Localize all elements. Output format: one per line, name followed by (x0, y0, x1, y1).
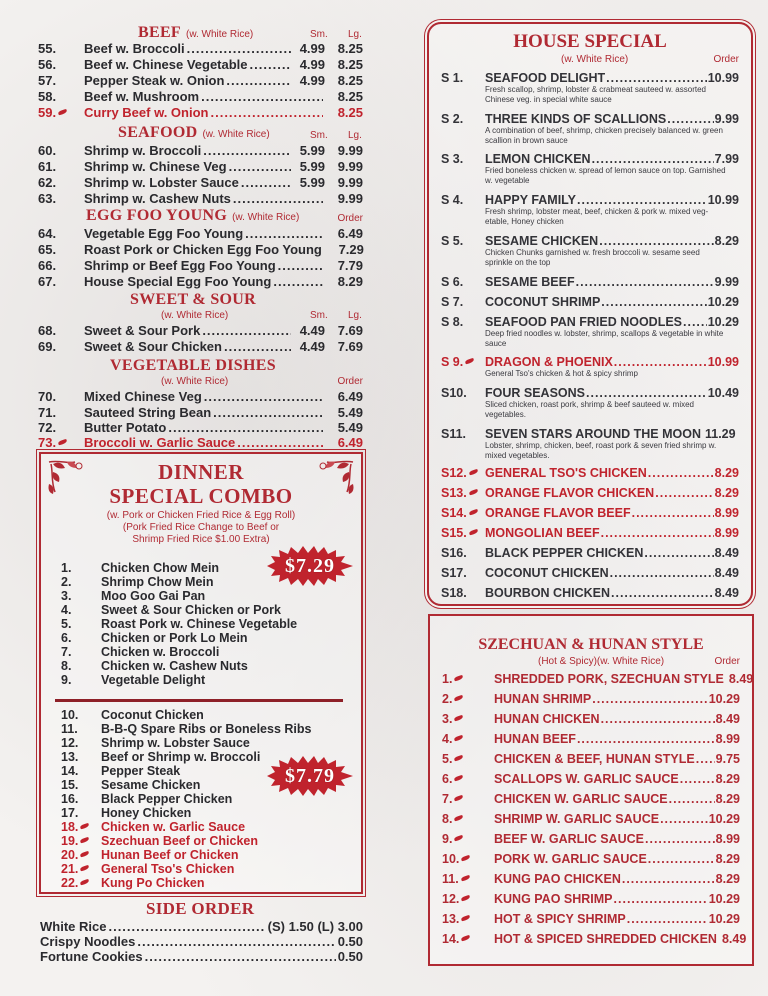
vegetable-col-order: Order (337, 376, 363, 387)
house-item-spicy: S 9. DRAGON & PHOENIX ..... 10.99 (441, 355, 739, 369)
item-description: Chicken Chunks garnished w. fresh broccoli w. sesame seed sprinkle on the top (485, 248, 700, 267)
combo-item-spicy: 18. Chicken w. Garlic Sauce (61, 820, 246, 834)
combo-item: 9. Vegetable Delight (61, 673, 206, 687)
combo-item: 17. Honey Chicken (61, 806, 192, 820)
szechuan-item: 9. BEEF W. GARLIC SAUCE ..... 8.99 (442, 832, 740, 846)
item-description: General Tso's chicken & hot & spicy shrimp (485, 369, 638, 378)
menu-item: 68. Sweet & Sour Pork ..... 4.49 7.69 (38, 323, 363, 338)
item-description: Sliced chicken, roast pork, shrimp & beef sauteed w. mixed vegetables. (485, 400, 694, 419)
house-item: S 1. SEAFOOD DELIGHT ..... 10.99 (441, 71, 739, 85)
combo-item: 16. Black Pepper Chicken (61, 792, 233, 806)
side-item: White Rice ..... (S) 1.50 (L) 3.00 (40, 919, 363, 934)
szechuan-hunan-col-order: Order (714, 656, 740, 667)
item-description: Fresh shrimp, lobster meat, beef, chicken & pork w. mixed veg-etable, Honey chicken (485, 207, 709, 226)
combo-item: 12. Shrimp w. Lobster Sauce (61, 736, 250, 750)
menu-item: 72. Butter Potato ..... 5.49 (38, 420, 363, 435)
menu-item: 66. Shrimp or Beef Egg Foo Young ..... 7.79 (38, 258, 363, 273)
szechuan-item: 12. KUNG PAO SHRIMP ..... 10.29 (442, 892, 740, 906)
vegetable-section-title (110, 357, 276, 375)
combo-item: 8. Chicken w. Cashew Nuts (61, 659, 248, 673)
beef-col-sm: Sm. (310, 29, 328, 40)
house-item-spicy: S15. MONGOLIAN BEEF ..... 8.99 (441, 526, 739, 540)
szechuan-item: 7. CHICKEN W. GARLIC SAUCE ..... 8.29 (442, 792, 740, 806)
szechuan-item: 8. SHRIMP W. GARLIC SAUCE ..... 10.29 (442, 812, 740, 826)
hot-pepper-icon (461, 915, 471, 922)
menu-item: 55. Beef w. Broccoli ..... 4.99 8.25 (38, 41, 363, 56)
combo-item: 14. Pepper Steak (61, 764, 181, 778)
combo-item: 1. Chicken Chow Mein (61, 561, 220, 575)
hot-pepper-icon (454, 755, 464, 762)
side-order-title: SIDE ORDER (146, 899, 255, 918)
house-item: S 5. SESAME CHICKEN ..... 8.29 (441, 234, 739, 248)
house-item: S11. SEVEN STARS AROUND THE MOON 11.29 (441, 427, 736, 441)
egg-foo-young-title: EGG FOO YOUNG (86, 207, 228, 224)
szechuan-item: 13. HOT & SPICY SHRIMP ..... 10.29 (442, 912, 740, 926)
combo-title-line1: DINNER (158, 460, 244, 484)
vegetable-title: VEGETABLE DISHES (110, 357, 276, 374)
item-description: Fried boneless chicken w. spread of lemon sauce on top. Garnished w. vegetable (485, 166, 726, 185)
side-item: Crispy Noodles ..... 0.50 (40, 934, 363, 949)
menu-item: 69. Sweet & Sour Chicken ..... 4.49 7.69 (38, 339, 363, 354)
menu-item-spicy: 59. Curry Beef w. Onion ..... 8.25 (38, 105, 363, 120)
menu-item: 71. Sauteed String Bean ..... 5.49 (38, 405, 363, 420)
item-description: Fresh scallop, shrimp, lobster & crabmeat sauteed w. assorted Chinese veg. in special white sauce (485, 85, 706, 104)
item-description: Deep fried noodles w. lobster, shrimp, scallops & vegetable in white sauce (485, 329, 724, 348)
szechuan-item: 5. CHICKEN & BEEF, HUNAN STYLE ..... 9.75 (442, 752, 740, 766)
szechuan-item: 4. HUNAN BEEF ..... 8.99 (442, 732, 740, 746)
combo-item: 11. B-B-Q Spare Ribs or Boneless Ribs (61, 722, 312, 736)
seafood-col-sm: Sm. (310, 130, 328, 141)
menu-item: 58. Beef w. Mushroom ..... 8.25 (38, 89, 363, 104)
egg-foo-young-section-title (86, 207, 299, 225)
szechuan-hunan-subtitle: (Hot & Spicy)(w. White Rice) (538, 656, 665, 667)
combo-divider (55, 699, 343, 702)
seafood-section-title (118, 124, 270, 142)
menu-item: 70. Mixed Chinese Veg ..... 6.49 (38, 389, 363, 404)
combo-item: 4. Sweet & Sour Chicken or Pork (61, 603, 281, 617)
seafood-subtitle: (w. White Rice) (202, 129, 270, 140)
combo-item-spicy: 21. General Tso's Chicken (61, 862, 235, 876)
menu-item: 57. Pepper Steak w. Onion ..... 4.99 8.25 (38, 73, 363, 88)
hot-pepper-icon (454, 735, 464, 742)
szechuan-item: 3. HUNAN CHICKEN ..... 8.49 (442, 712, 740, 726)
sweet-sour-col-sm: Sm. (310, 310, 328, 321)
hot-pepper-icon (460, 875, 470, 882)
combo-item-spicy: 20. Hunan Beef or Chicken (61, 848, 239, 862)
hot-pepper-icon (80, 823, 90, 830)
menu-item: 62. Shrimp w. Lobster Sauce ..... 5.99 9.99 (38, 175, 363, 190)
combo-item: 10. Coconut Chicken (61, 708, 204, 722)
house-item: S16. BLACK PEPPER CHICKEN ..... 8.49 (441, 546, 739, 560)
szechuan-item: 2. HUNAN SHRIMP ..... 10.29 (442, 692, 740, 706)
house-item-spicy: S13. ORANGE FLAVOR CHICKEN ..... 8.29 (441, 486, 739, 500)
szechuan-item: 14. HOT & SPICED SHREDDED CHICKEN 8.49 (442, 932, 747, 946)
sweet-sour-section-title (130, 291, 256, 309)
hot-pepper-icon (58, 109, 68, 116)
combo-note-1: (w. Pork or Chicken Fried Rice & Egg Roll) (106, 510, 296, 521)
combo-item: 6. Chicken or Pork Lo Mein (61, 631, 248, 645)
house-special-subtitle: (w. White Rice) (561, 54, 629, 65)
combo-item: 13. Beef or Shrimp w. Broccoli (61, 750, 261, 764)
seafood-col-lg: Lg. (348, 130, 362, 141)
house-item: S 8. SEAFOOD PAN FRIED NOODLES ..... 10.29 (441, 315, 739, 329)
szechuan-item: 6. SCALLOPS W. GARLIC SAUCE ..... 8.29 (442, 772, 740, 786)
combo-item-spicy: 22. Kung Po Chicken (61, 876, 205, 890)
menu-item: 64. Vegetable Egg Foo Young ..... 6.49 (38, 226, 363, 241)
dinner-special-combo-box (39, 452, 363, 894)
seafood-title: SEAFOOD (118, 124, 198, 141)
house-item: S10. FOUR SEASONS ..... 10.49 (441, 386, 739, 400)
hot-pepper-icon (468, 469, 478, 476)
hot-pepper-icon (468, 509, 478, 516)
combo-note-2: (Pork Fried Rice Change to Beef or (122, 522, 280, 533)
house-item: S 6. SESAME BEEF ..... 9.99 (441, 275, 739, 289)
house-special-col-order: Order (713, 54, 739, 65)
hot-pepper-icon (454, 715, 464, 722)
combo-item-spicy: 19. Szechuan Beef or Chicken (61, 834, 258, 848)
hot-pepper-icon (461, 895, 471, 902)
egg-foo-young-subtitle: (w. White Rice) (232, 212, 300, 223)
house-item: S 2. THREE KINDS OF SCALLIONS ..... 9.99 (441, 112, 739, 126)
combo-note-3: Shrimp Fried Rice $1.00 Extra) (132, 534, 270, 545)
house-item-spicy: S14. ORANGE FLAVOR BEEF ..... 8.99 (441, 506, 739, 520)
hot-pepper-icon (465, 358, 475, 365)
hot-pepper-icon (80, 851, 90, 858)
house-item-spicy: S12. GENERAL TSO'S CHICKEN ..... 8.29 (441, 466, 739, 480)
sweet-sour-title: SWEET & SOUR (130, 291, 257, 308)
vegetable-subtitle: (w. White Rice) (161, 376, 229, 387)
hot-pepper-icon (58, 439, 68, 446)
price-burst-7-79: $7.79 (267, 756, 353, 796)
menu-item: 63. Shrimp w. Cashew Nuts ..... 9.99 (38, 191, 363, 206)
szechuan-hunan-title: SZECHUAN & HUNAN STYLE (478, 636, 704, 653)
beef-subtitle: (w. White Rice) (186, 29, 254, 40)
beef-col-lg: Lg. (348, 29, 362, 40)
house-item: S 7. COCONUT SHRIMP ..... 10.29 (441, 295, 739, 309)
house-item: S17. COCONUT CHICKEN ..... 8.49 (441, 566, 739, 580)
beef-section-title (138, 24, 253, 42)
szechuan-item: 11. KUNG PAO CHICKEN ..... 8.29 (442, 872, 740, 886)
hot-pepper-icon (468, 529, 478, 536)
combo-item: 15. Sesame Chicken (61, 778, 201, 792)
szechuan-hunan-box (428, 614, 754, 966)
side-item: Fortune Cookies ..... 0.50 (40, 949, 363, 964)
hot-pepper-icon (454, 795, 464, 802)
hot-pepper-icon (454, 815, 464, 822)
hot-pepper-icon (461, 855, 471, 862)
hot-pepper-icon (468, 489, 478, 496)
hot-pepper-icon (454, 835, 464, 842)
hot-pepper-icon (461, 935, 471, 942)
szechuan-item: 1. SHREDDED PORK, SZECHUAN STYLE 8.49 (442, 672, 754, 686)
hot-pepper-icon (454, 695, 464, 702)
combo-item: 7. Chicken w. Broccoli (61, 645, 220, 659)
sweet-sour-subtitle: (w. White Rice) (161, 310, 229, 321)
hot-pepper-icon (454, 675, 464, 682)
combo-item: 3. Moo Goo Gai Pan (61, 589, 206, 603)
house-item: S18. BOURBON CHICKEN ..... 8.49 (441, 586, 739, 600)
hot-pepper-icon (80, 879, 90, 886)
side-order-section-title (146, 899, 254, 919)
hot-pepper-icon (80, 837, 90, 844)
menu-item: 67. House Special Egg Foo Young ..... 8.29 (38, 274, 363, 289)
szechuan-item: 10. PORK W. GARLIC SAUCE ..... 8.29 (442, 852, 740, 866)
egg-foo-young-col-order: Order (337, 213, 363, 224)
price-burst-7-29: $7.29 (267, 546, 353, 586)
hot-pepper-icon (454, 775, 464, 782)
house-special-box (427, 22, 753, 606)
menu-item: 61. Shrimp w. Chinese Veg ..... 5.99 9.99 (38, 159, 363, 174)
menu-item-spicy: 73. Broccoli w. Garlic Sauce ..... 6.49 (38, 435, 363, 450)
menu-item: 56. Beef w. Chinese Vegetable ..... 4.99 8.25 (38, 57, 363, 72)
combo-item: 5. Roast Pork w. Chinese Vegetable (61, 617, 298, 631)
combo-title-line2: SPECIAL COMBO (109, 484, 293, 508)
beef-title: BEEF (138, 24, 181, 41)
house-item: S 4. HAPPY FAMILY ..... 10.99 (441, 193, 739, 207)
hot-pepper-icon (80, 865, 90, 872)
menu-item: 60. Shrimp w. Broccoli ..... 5.99 9.99 (38, 143, 363, 158)
combo-item: 2. Shrimp Chow Mein (61, 575, 214, 589)
menu-item: 65. Roast Pork or Chicken Egg Foo Young 7.29 (38, 242, 364, 257)
house-special-title: HOUSE SPECIAL (513, 31, 667, 52)
house-item: S 3. LEMON CHICKEN ..... 7.99 (441, 152, 739, 166)
sweet-sour-col-lg: Lg. (348, 310, 362, 321)
item-description: A combination of beef, shrimp, chicken precisely balanced w. green scallion in brown sauce (485, 126, 723, 145)
item-description: Lobster, shrimp, chicken, beef, roast pork & seven fried shrimp w. mixed vegetables. (485, 441, 717, 460)
